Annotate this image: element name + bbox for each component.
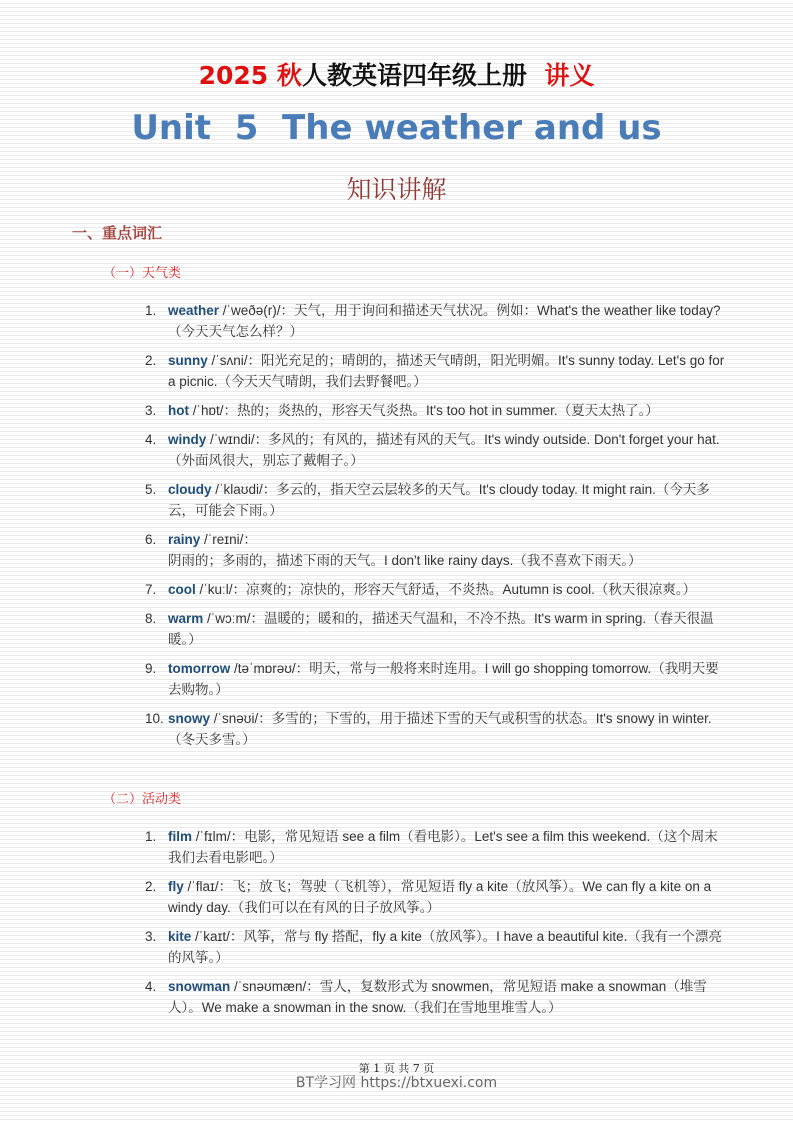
page-title xyxy=(0,56,793,92)
phonetic: /ˈwɔːm/： xyxy=(203,611,265,626)
vocab-item xyxy=(145,479,725,521)
vocab-word: rainy xyxy=(168,532,201,547)
item-number: 2. xyxy=(145,879,157,894)
item-body xyxy=(168,300,725,342)
unit-title: Unit 5 The weather and us xyxy=(131,108,662,148)
item-body xyxy=(168,976,725,1018)
item-number: 1. xyxy=(145,303,157,318)
activity-vocab-list xyxy=(145,826,725,1026)
phonetic: /ˈreɪni/： xyxy=(200,532,257,547)
title-main: 人教英语四年级上册 xyxy=(301,61,527,90)
phonetic: /ˈklaʊdi/： xyxy=(211,482,277,497)
title-year: 2025 xyxy=(198,61,269,90)
vocab-word: tomorrow xyxy=(168,661,231,676)
definition: 飞；放飞；驾驶（飞机等），常见短语 fly a kite（放风筝）。We can fly a kite on a windy day.（我们可以在有风的日子放风筝。） xyxy=(168,879,712,915)
definition: 电影，常见短语 see a film（看电影）。Let's see a film this weekend.（这个周末我们去看电影吧。） xyxy=(168,829,718,865)
item-number: 4. xyxy=(145,432,157,447)
page-number: 第 1 页 共 7 页 xyxy=(358,1062,435,1075)
vocab-item xyxy=(145,400,725,421)
vocab-word: cloudy xyxy=(168,482,212,497)
vocab-word: weather xyxy=(168,303,220,318)
vocab-item xyxy=(145,350,725,392)
vocab-item xyxy=(145,658,725,700)
vocab-item xyxy=(145,876,725,918)
item-body xyxy=(168,479,725,521)
phonetic: /ˈsnəʊmæn/： xyxy=(230,979,320,994)
vocab-item xyxy=(145,429,725,471)
item-body xyxy=(168,400,659,421)
item-body xyxy=(168,926,725,968)
vocab-item xyxy=(145,579,725,600)
vocab-item xyxy=(145,976,725,1018)
vocab-word: hot xyxy=(168,403,189,418)
phonetic: /ˈsʌni/： xyxy=(207,353,262,368)
definition: 雪人，复数形式为 snowmen，常见短语 make a snowman（堆雪人）。We make a snowman in the snow.（我们在雪地里堆雪人。） xyxy=(168,979,707,1015)
definition: 阳光充足的；晴朗的，描述天气晴朗，阳光明媚。It's sunny today. Let's go for a picnic.（今天天气晴朗，我们去野餐吧。） xyxy=(168,353,725,389)
title-tag: 讲义 xyxy=(544,61,595,90)
title-autumn: 秋 xyxy=(276,61,302,90)
section-heading: 一、重点词汇 xyxy=(72,224,163,242)
item-body xyxy=(168,658,725,700)
definition: 风筝，常与 fly 搭配，fly a kite（放风筝）。I have a beautiful kite.（我有一个漂亮的风筝。） xyxy=(168,929,722,965)
vocab-word: snowy xyxy=(168,711,211,726)
vocab-item xyxy=(145,608,725,650)
phonetic: /ˈfɪlm/： xyxy=(192,829,245,844)
group-heading-weather: （一）天气类 xyxy=(103,266,182,281)
phonetic: /ˈflaɪ/： xyxy=(183,879,233,894)
site-watermark: BT学习网 https://btxuexi.com xyxy=(295,1075,498,1091)
phonetic: /ˈweðə(r)/： xyxy=(219,303,295,318)
weather-vocab-list xyxy=(145,300,725,758)
vocab-item xyxy=(145,300,725,342)
item-body xyxy=(168,608,725,650)
vocab-item xyxy=(145,529,725,571)
item-body xyxy=(168,529,725,571)
phonetic: /ˈwɪndi/： xyxy=(206,432,269,447)
phonetic: /ˈkaɪt/： xyxy=(191,929,244,944)
item-number: 4. xyxy=(145,979,157,994)
item-number: 1. xyxy=(145,829,157,844)
phonetic: /ˈsnəʊi/： xyxy=(210,711,272,726)
subtitle: 知识讲解 xyxy=(346,175,447,204)
definition: 热的；炎热的，形容天气炎热。It's too hot in summer.（夏天太热了。） xyxy=(237,403,659,418)
phonetic: /ˈhɒt/： xyxy=(189,403,238,418)
item-number: 8. xyxy=(145,611,157,626)
item-body xyxy=(168,826,725,868)
vocab-word: kite xyxy=(168,929,192,944)
item-number: 2. xyxy=(145,353,157,368)
definition: 多雪的；下雪的，用于描述下雪的天气或积雪的状态。It's snowy in winter.（冬天多雪。） xyxy=(168,711,712,747)
item-number: 7. xyxy=(145,582,157,597)
phonetic: /ˈkuːl/： xyxy=(195,582,247,597)
vocab-word: warm xyxy=(168,611,204,626)
definition: 凉爽的；凉快的，形容天气舒适，不炎热。Autumn is cool.（秋天很凉爽。） xyxy=(246,582,697,597)
item-number: 9. xyxy=(145,661,157,676)
vocab-word: film xyxy=(168,829,193,844)
item-body xyxy=(168,429,725,471)
vocab-word: windy xyxy=(168,432,207,447)
group-heading-activities: （二）活动类 xyxy=(103,792,182,807)
vocab-word: cool xyxy=(168,582,196,597)
item-body xyxy=(168,579,696,600)
item-number: 10. xyxy=(145,711,164,726)
definition: 温暖的；暖和的，描述天气温和，不冷不热。It's warm in spring.（春天很温暖。） xyxy=(168,611,714,647)
item-number: 5. xyxy=(145,482,157,497)
vocab-item xyxy=(145,826,725,868)
definition: 天气，用于询问和描述天气状况。例如：What's the weather like today?（今天天气怎么样？） xyxy=(168,303,721,339)
item-body xyxy=(168,708,725,750)
phonetic: /təˈmɒrəʊ/： xyxy=(230,661,310,676)
item-number: 3. xyxy=(145,403,157,418)
item-body xyxy=(168,350,725,392)
vocab-word: fly xyxy=(168,879,184,894)
definition: 阴雨的；多雨的，描述下雨的天气。I don't like rainy days.（我不喜欢下雨天。） xyxy=(168,553,642,568)
item-number: 3. xyxy=(145,929,157,944)
item-body xyxy=(168,876,725,918)
vocab-word: snowman xyxy=(168,979,231,994)
vocab-word: sunny xyxy=(168,353,208,368)
definition: 多风的；有风的，描述有风的天气。It's windy outside. Don't forget your hat.（外面风很大，别忘了戴帽子。） xyxy=(168,432,720,468)
definition: 多云的，指天空云层较多的天气。It's cloudy today. It might rain.（今天多云，可能会下雨。） xyxy=(168,482,710,518)
vocab-item xyxy=(145,708,725,750)
vocab-item xyxy=(145,926,725,968)
item-number: 6. xyxy=(145,532,157,547)
definition: 明天，常与一般将来时连用。I will go shopping tomorrow.（我明天要去购物。） xyxy=(168,661,719,697)
